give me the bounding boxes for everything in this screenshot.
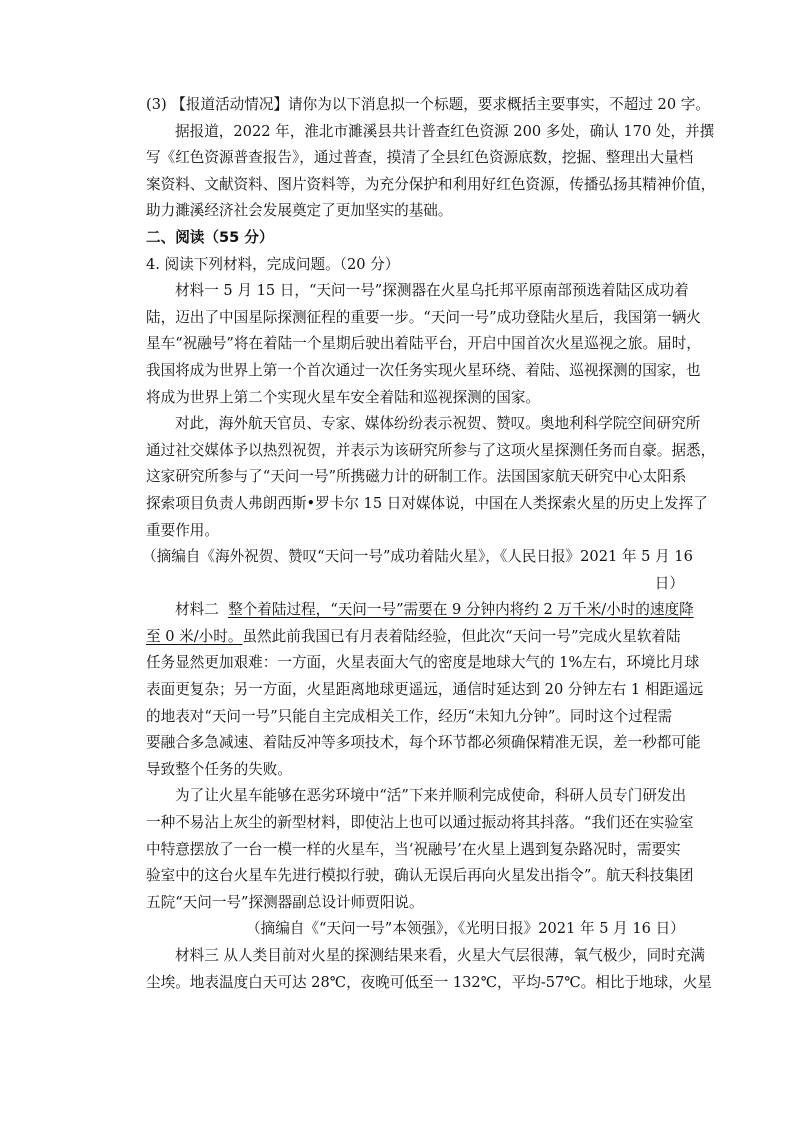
document-page	[142, 92, 716, 996]
material2-p1-line-7: 导致整个任务的失败。	[146, 760, 292, 778]
material2-p1-line-3: 任务显然更加艰难：一方面，火星表面大气的密度是地球大气的 1%左右，环境比月球	[146, 654, 700, 672]
material2-p1-line-6: 要融合多急减速、着陆反冲等多项技术，每个环节都必须确保精准无误，差一秒都可能	[146, 734, 701, 752]
material1-p1-line-3: 星车“祝融号”将在着陆一个星期后驶出着陆平台，开启中国首次火星巡视之旅。届时，	[146, 335, 701, 353]
q4-prompt: 4. 阅读下列材料，完成问题。（20 分）	[146, 255, 400, 273]
material2-p1-line-2	[146, 624, 686, 651]
material3-line-2: 尘埃。地表温度白天可达 28℃，夜晚可低至一 132℃，平均-57℃。相比于地球，火星	[146, 973, 712, 991]
material2-p2-line-3: 中特意摆放了一台一模一样的火星车，当‘祝融号’在火星上遇到复杂路况时，需要实	[146, 840, 681, 858]
material2-p1-line-5: 的地表对“天问一号”只能自主完成相关工作，经历“未知九分钟”。同时这个过程需	[146, 707, 673, 725]
material1-p2-line-5: 重要作用。	[146, 521, 219, 539]
q3-line-3: 案资料、文献资料、图片资料等，为充分保护和利用好红色资源，传播弘扬其精神价值，	[146, 175, 716, 193]
material1-p1-line-1: 材料一 5 月 15 日，“天问一号”探测器在火星乌托邦平原南部预选着陆区成功着	[175, 282, 689, 300]
material1-source-end: 日）	[654, 574, 684, 592]
q3-line-2: 写《红色资源普查报告》，通过普查，摸清了全县红色资源底数，挖掘、整理出大量档	[146, 149, 694, 167]
material1-p1-line-4: 我国将成为世界上第一个首次通过一次任务实现火星环绕、着陆、巡视探测的国家，也	[146, 361, 701, 379]
material1-p1-line-2: 陆，迈出了中国星际探测征程的重要一步。“天问一号”成功登陆火星后，我国第一辆火	[146, 308, 701, 326]
material2-p1-line-4: 表面更复杂；另一方面，火星距离地球更遥远，通信时延达到 20 分钟左右 1 相距遥远	[146, 681, 704, 699]
material2-underlined-2: 至 0 米/小时。	[146, 627, 243, 645]
material2-label: 材料二	[175, 601, 219, 619]
material2-underlined-1: 整个着陆过程，“天问一号”需要在 9 分钟内将约 2 万千米/小时的速度降	[228, 601, 694, 619]
material1-source: （摘编自《海外祝贺、赞叹“天问一号”成功着陆火星》，《人民日报》2021 年 5 月 16	[142, 548, 693, 566]
material1-p2-line-1: 对此，海外航天官员、专家、媒体纷纷表示祝贺、赞叹。奥地利科学院空间研究所	[175, 415, 701, 433]
q3-line-1: 据报道，2022 年，淮北市濉溪县共计普查红色资源 200 多处，确认 170 处，并撰	[175, 122, 715, 140]
material1-p2-line-3: 这家研究所参与了“天问一号”所携磁力计的研制工作。法国国家航天研究中心太阳系	[146, 468, 687, 486]
material2-p2-line-2: 一种不易沾上灰尘的新型材料，即使沾上也可以通过振动将其抖落。“我们还在实验室	[146, 814, 694, 832]
material2-source: （摘编自《“天问一号”本领强》，《光明日报》2021 年 5 月 16 日）	[246, 920, 685, 938]
material2-line-2-rest: 虽然此前我国已有月表着陆经验，但此次“天问一号”完成火星软着陆	[242, 627, 681, 645]
q3-line-4: 助力濉溪经济社会发展奠定了更加坚实的基础。	[146, 202, 453, 220]
material1-p2-line-4: 探索项目负责人弗朗西斯•罗卡尔 15 日对媒体说，中国在人类探索火星的历史上发挥了	[146, 494, 708, 512]
material2-p2-line-1: 为了让火星车能够在恶劣环境中“活”下来并顺利完成使命，科研人员专门研发出	[175, 787, 687, 805]
material3-line-1: 材料三 从人类目前对火星的探测结果来看，火星大气层很薄，氧气极少，同时充满	[175, 947, 706, 964]
material2-p2-line-5: 五院“天问一号”探测器副总设计师贾阳说。	[146, 893, 424, 911]
section-2-title: 二、阅读（55 分）	[146, 228, 274, 246]
material1-p2-line-2: 通过社交媒体予以热烈祝贺，并表示为该研究所参与了这项火星探测任务而自豪。据悉，	[146, 441, 716, 459]
material2-p2-line-4: 验室中的这台火星车先进行模拟行驶，确认无误后再向火星发出指令”。航天科技集团	[146, 867, 694, 885]
material2-p1-line-1	[146, 597, 694, 624]
q3-prompt: (3) 【报道活动情况】请你为以下消息拟一个标题，要求概括主要事实，不超过 20 字。	[146, 96, 710, 113]
material1-p1-line-5: 将成为世界上第二个实现火星车安全着陆和巡视探测的国家。	[146, 388, 541, 406]
